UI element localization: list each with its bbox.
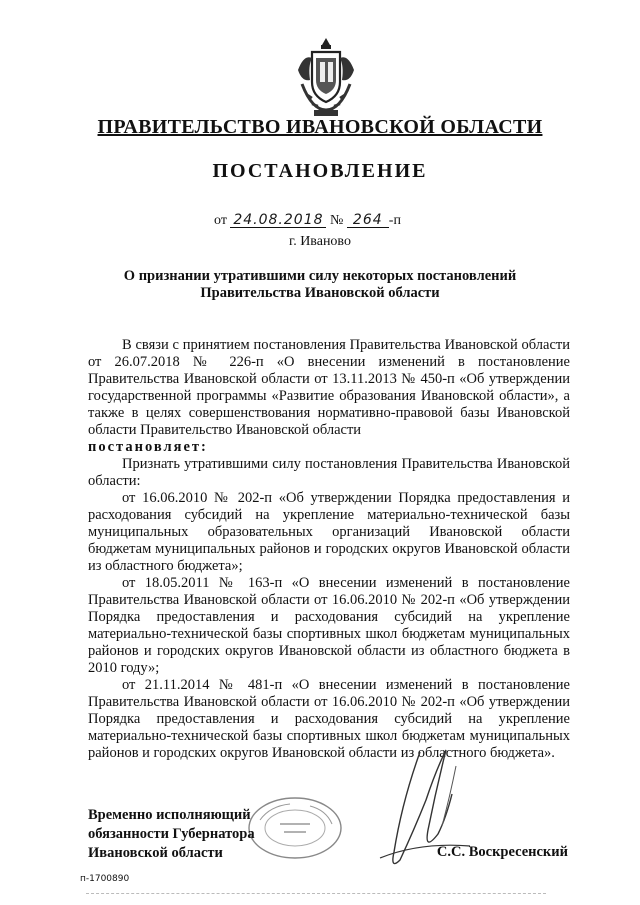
- signatory-name: С.С. Воскресенский: [436, 844, 568, 860]
- document-code: п-1700890: [80, 874, 130, 884]
- document-body: [88, 337, 570, 762]
- handwritten-date: 24.08.2018: [230, 213, 326, 228]
- decree-word: постановляет:: [88, 439, 208, 455]
- coat-of-arms-emblem: [294, 36, 358, 120]
- position-line-1: Временно исполняющий: [88, 807, 251, 823]
- number-suffix: -п: [388, 213, 401, 228]
- position-line-3: Ивановской области: [88, 845, 223, 861]
- date-prefix: от: [214, 213, 227, 228]
- repealed-item-3: от 21.11.2014 № 481-п «О внесении изменений в постановление Правительства Ивановской области от 16.06.2010 № 202-п «Об утверждении Порядка предоставления и расходования субсидий на укрепление материально-технической базы спортивных школ бюджетам муниципальных районов и городских округов Ивановской области из областного бюджета».: [88, 677, 570, 761]
- signatory-position: [88, 806, 255, 863]
- date-number-line: [214, 213, 401, 229]
- city: г. Иваново: [289, 234, 351, 249]
- repealed-item-2: от 18.05.2011 № 163-п «О внесении изменений в постановление Правительства Ивановской области от 16.06.2010 № 202-п «Об утверждении Порядка предоставления и расходования субсидий на укрепление материально-технической базы спортивных школ бюджетам муниципальных районов и городских округов Ивановской области из областного бюджета в 2010 году»;: [88, 575, 570, 676]
- document-type: ПОСТАНОВЛЕНИЕ: [212, 160, 428, 182]
- handwritten-number: 264: [347, 213, 389, 228]
- preamble-paragraph: В связи с принятием постановления Правительства Ивановской области от 26.07.2018 № 226-п «О внесении изменений в постановление Правительства Ивановской области от 13.11.2013 № 450-п «Об утверждении государственной программы «Развитие образования Ивановской области», а также в целях совершенствования нормативно-правовой базы Ивановской области Правительство Ивановской области: [88, 337, 570, 438]
- repealed-item-1: от 16.06.2010 № 202-п «Об утверждении Порядка предоставления и расходования субсидий на укрепление материально-технической базы муниципальных образовательных организаций Ивановской области бюджетам муниципальных районов и городских округов Ивановской области из областного бюджета»;: [88, 490, 570, 574]
- number-prefix: №: [329, 213, 344, 228]
- official-stamp: [240, 790, 350, 860]
- footer-divider: [86, 893, 546, 894]
- government-title: ПРАВИТЕЛЬСТВО ИВАНОВСКОЙ ОБЛАСТИ: [97, 116, 543, 138]
- position-line-2: обязанности Губернатора: [88, 826, 255, 842]
- document-subject: О признании утратившими силу некоторых постановлений Правительства Ивановской области: [123, 268, 517, 301]
- intro-paragraph: Признать утратившими силу постановления Правительства Ивановской области:: [88, 456, 570, 489]
